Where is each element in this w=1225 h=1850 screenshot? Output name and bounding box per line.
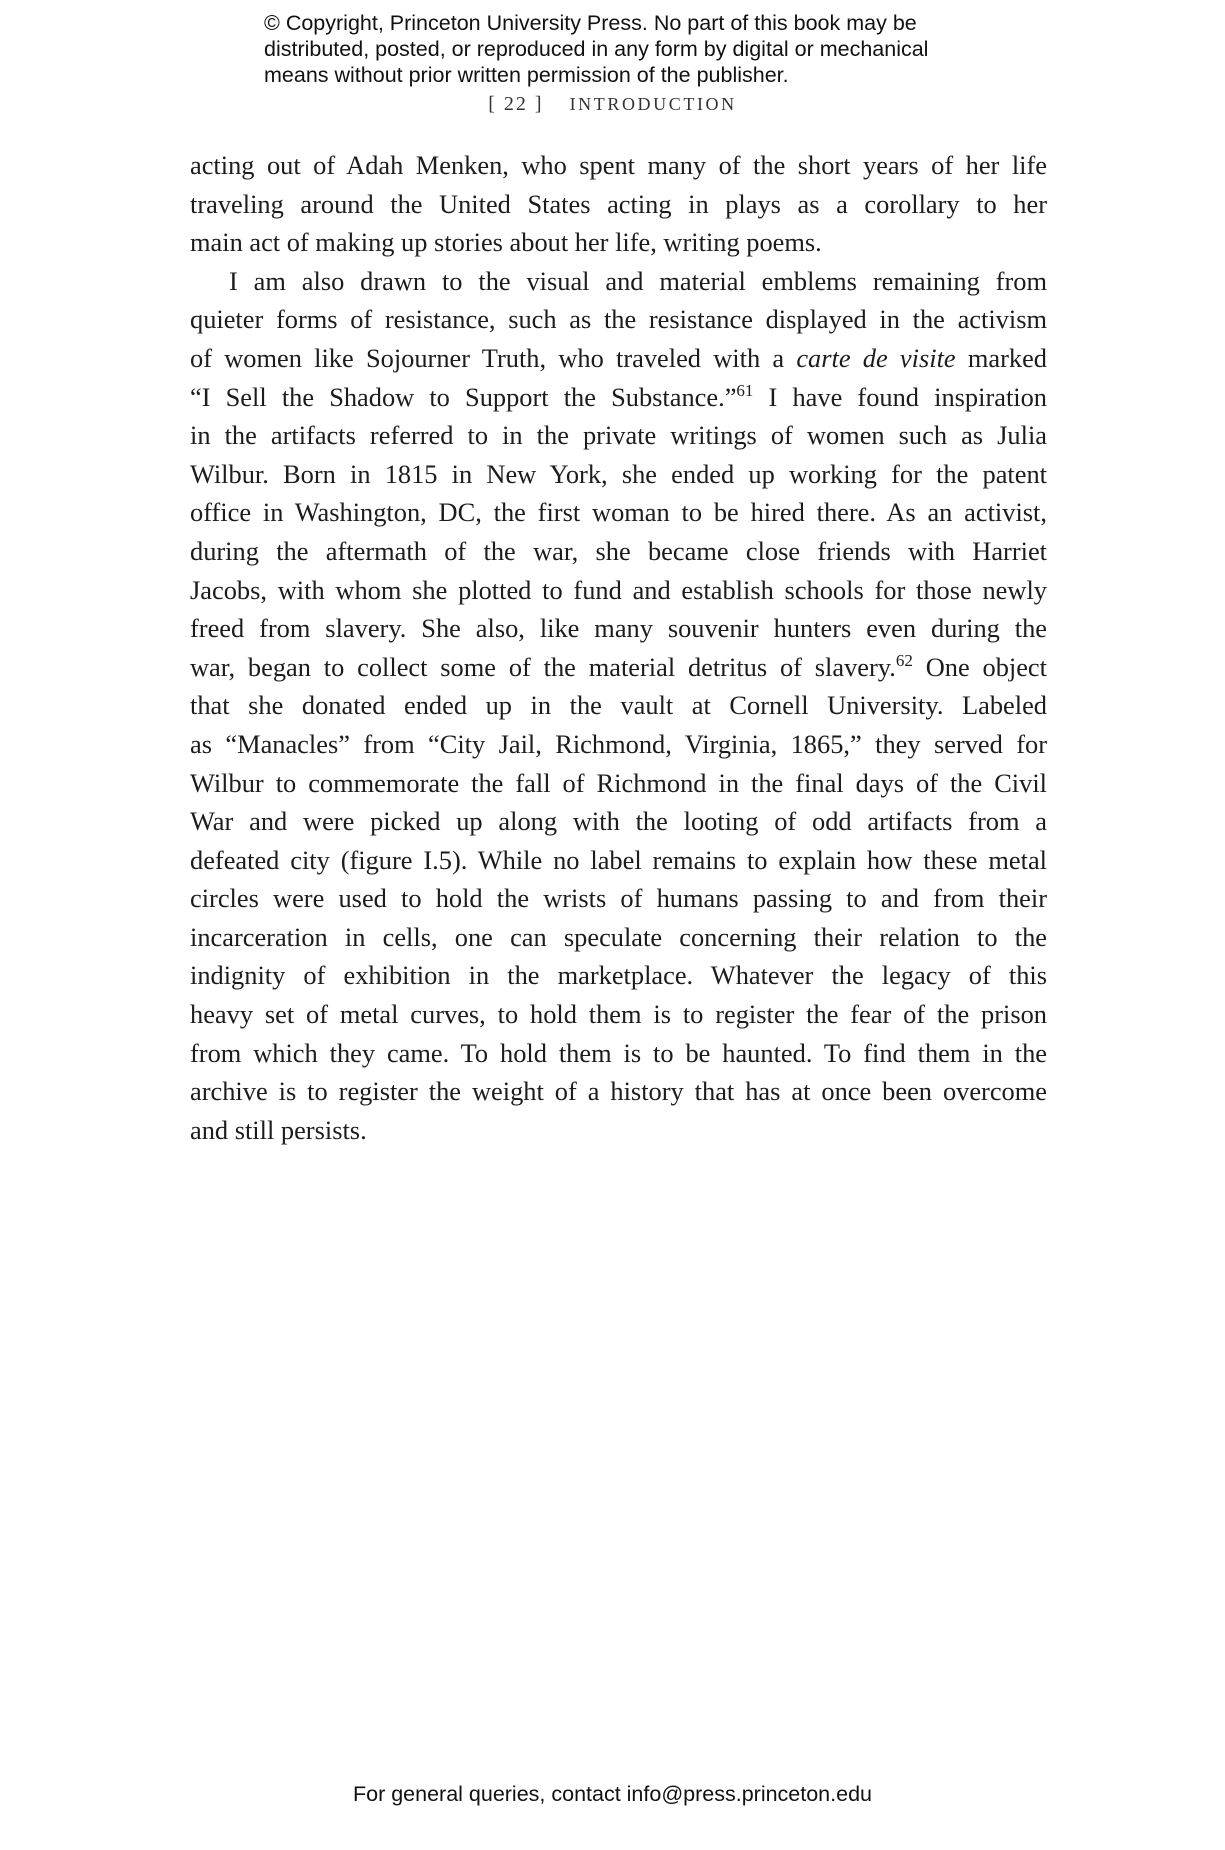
running-head [0, 93, 1225, 116]
text-line: freed from slavery. She also, like many souvenir hunters even during the [190, 613, 1047, 644]
italic-title: carte de visite [796, 342, 956, 373]
text-line: Wilbur. Born in 1815 in New York, she ended up working for the patent [190, 458, 1047, 489]
text-line [190, 378, 1047, 417]
text-segment: war, began to collect some of the material detritus of slavery. [190, 651, 896, 682]
text-line: I am also drawn to the visual and material emblems remaining from [229, 265, 1047, 296]
text-line: main act of making up stories about her life, writing poems. [190, 227, 822, 258]
text-line: circles were used to hold the wrists of humans passing to and from their [190, 883, 1047, 914]
text-line: Wilbur to commemorate the fall of Richmond in the final days of the Civil [190, 767, 1047, 798]
footer-contact: For general queries, contact info@press.princeton.edu [352, 1782, 872, 1806]
text-line: that she donated ended up in the vault at Cornell University. Labeled [190, 690, 1047, 721]
text-line: incarceration in cells, one can speculate concerning their relation to the [190, 921, 1047, 952]
text-line [190, 339, 1047, 378]
text-line: quieter forms of resistance, such as the resistance displayed in the activism [190, 304, 1047, 335]
text-segment: “I Sell the Shadow to Support the Substance.” [190, 381, 737, 412]
text-segment: I have found inspiration [753, 381, 1048, 412]
page-number: [ 22 ] [488, 93, 544, 115]
text-line: acting out of Adah Menken, who spent many of the short years of her life [190, 150, 1047, 180]
text-segment: marked [955, 342, 1047, 373]
text-line: during the aftermath of the war, she became close friends with Harriet [190, 535, 1047, 566]
section-title: INTRODUCTION [569, 94, 737, 114]
text-line: in the artifacts referred to in the private writings of women such as Julia [190, 420, 1047, 451]
copyright-line: © Copyright, Princeton University Press. No part of this book may be [264, 11, 917, 35]
text-line: heavy set of metal curves, to hold them is to register the fear of the prison [190, 999, 1047, 1030]
text-segment: of women like Sojourner Truth, who traveled with a [190, 342, 797, 373]
text-line: office in Washington, DC, the first woman to be hired there. As an activist, [190, 497, 1047, 528]
footnote-ref: 61 [736, 380, 754, 400]
copyright-notice [264, 10, 1024, 88]
copyright-line: distributed, posted, or reproduced in any form by digital or mechanical [264, 37, 929, 61]
text-line: indignity of exhibition in the marketplace. Whatever the legacy of this [190, 960, 1047, 991]
body-text [190, 146, 1047, 1149]
text-line: and still persists. [190, 1114, 367, 1145]
text-line: as “Manacles” from “City Jail, Richmond, Virginia, 1865,” they served for [190, 728, 1047, 759]
text-segment: One object [912, 651, 1047, 682]
text-line: defeated city (figure I.5). While no label remains to explain how these metal [190, 844, 1047, 875]
text-line: Jacobs, with whom she plotted to fund and establish schools for those newly [190, 574, 1047, 605]
copyright-line: means without prior written permission of the publisher. [264, 63, 789, 87]
text-line: archive is to register the weight of a history that has at once been overcome [190, 1076, 1047, 1107]
footnote-ref: 62 [895, 650, 913, 670]
text-line [190, 648, 1047, 687]
text-line: from which they came. To hold them is to be haunted. To find them in the [190, 1037, 1047, 1068]
text-line: War and were picked up along with the looting of odd artifacts from a [190, 806, 1047, 837]
text-line: traveling around the United States acting in plays as a corollary to her [190, 188, 1047, 219]
